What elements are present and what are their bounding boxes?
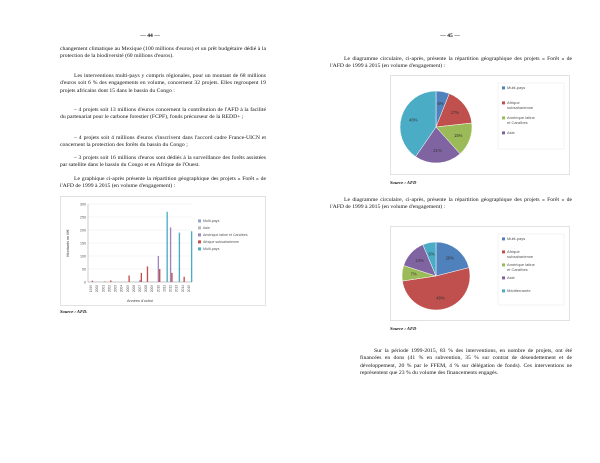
legend-entry: Amérique latine et Caraïbes — [507, 115, 535, 125]
right-page — [300, 0, 600, 463]
source-left: Source : AFD. — [60, 309, 88, 314]
bar — [159, 269, 160, 282]
caption-1: Le diagramme circulaire, ci-après, présente la répartition géographique des projets « Forêt » de l'AFD de 1999 à 2015 (en volume d'engagement) : — [330, 56, 572, 70]
x-tick-label: 2001 — [101, 285, 106, 293]
legend-swatch — [502, 131, 505, 134]
pie-slice-label: 49% — [436, 295, 445, 301]
legend-entry: Amérique latine et Caraïbes — [507, 262, 535, 272]
bar-chart — [60, 196, 266, 306]
paragraph-2: Les interventions multi-pays y compris régionales, pour un montant de 68 millions d'euros soit 6 % des engagements en volume, concernent 32 projets. Elles regroupent 19 projets africains dont 15 dans le bassin du Congo : — [60, 73, 266, 94]
x-tick-label: 1999 — [89, 285, 94, 293]
x-tick-label: 2015 — [186, 285, 191, 293]
pie-slice-label: 40% — [409, 117, 418, 123]
source-right-1: Source : AFD — [390, 180, 417, 185]
x-tick-label: 2009 — [150, 285, 155, 293]
legend-entry: Multi-pays — [507, 85, 526, 90]
legend-entry: Multi-pays — [203, 247, 220, 251]
paragraph-1: changement climatique au Mexique (100 millions d'euros) et un prêt budgétaire dédié à la protection de la biodiversité (60 millions d'euros). — [60, 46, 266, 60]
legend-swatch — [502, 116, 505, 119]
legend-entry: Multi-pays — [203, 219, 220, 223]
x-axis-label: Années d'octroi — [126, 299, 154, 303]
x-tick-label: 2005 — [125, 285, 130, 293]
bar — [183, 277, 184, 282]
bar — [92, 281, 93, 282]
pie-slice-label: 17% — [450, 110, 460, 116]
x-tick-label: 2006 — [131, 285, 136, 293]
x-tick-label: 2000 — [95, 285, 100, 293]
legend-swatch — [502, 263, 505, 266]
x-tick-label: 2014 — [180, 285, 185, 293]
page-number-right: — 45 — — [440, 33, 460, 39]
legend-entry: Asie — [203, 226, 210, 230]
legend-entry: Asie — [507, 130, 515, 135]
y-tick-label: 300 — [80, 202, 86, 207]
source-right-2: Source : AFD — [390, 326, 417, 331]
legend-swatch — [198, 219, 201, 222]
legend-entry: Asie — [507, 275, 515, 280]
page-number-left: — 44 — — [140, 33, 160, 39]
pie-slice-label: 6% — [437, 101, 444, 107]
x-tick-label: 2013 — [174, 285, 179, 293]
legend-swatch — [502, 250, 505, 253]
y-tick-label: 0 — [84, 280, 86, 285]
paragraph-6: Le graphique ci-après présente la répartition géographique des projets « Forêt » de l'AFD de 1999 à 2015 (en volume d'engagement) : — [60, 176, 266, 190]
legend-entry: Afrique subsaharienne — [203, 240, 239, 244]
y-tick-label: 200 — [80, 228, 86, 233]
legend-swatch — [502, 86, 505, 89]
legend-swatch — [198, 247, 201, 250]
pie-chart-1 — [390, 75, 570, 175]
paragraph-3: – 4 projets soit 13 millions d'euros concernent la contribution de l'AFD à la facilité du partenariat pour le carbone forestier (FCPF), fonds précurseur de la REDD+ ; — [60, 107, 266, 121]
legend-entry: Méditerranée — [507, 288, 531, 293]
legend-entry: Amérique latine et Caraïbes — [203, 233, 248, 237]
bar — [166, 212, 167, 282]
x-tick-label: 2002 — [107, 285, 112, 293]
pie-slice-label: 20% — [445, 255, 454, 261]
x-tick-label: 2008 — [144, 285, 149, 293]
legend-swatch — [502, 276, 505, 279]
pie-slice-label: 6% — [428, 251, 435, 257]
legend-swatch — [198, 240, 201, 243]
legend-swatch — [502, 289, 505, 292]
legend-entry: Afrique subsaharienne — [507, 249, 534, 259]
bar — [128, 276, 129, 283]
bar — [179, 233, 180, 282]
bar — [139, 280, 140, 282]
legend-entry: Multi-pays — [507, 236, 526, 241]
bar — [158, 256, 159, 282]
y-axis-label: Montants en M€ — [66, 229, 70, 257]
x-tick-label: 2004 — [119, 285, 124, 293]
x-tick-label: 2003 — [113, 285, 118, 293]
bar — [110, 280, 111, 282]
x-tick-label: 2011 — [162, 285, 167, 292]
bar — [191, 231, 192, 282]
x-tick-label: 2007 — [138, 285, 142, 293]
closing-paragraph: Sur la période 1999-2015, 83 % des interventions, en nombre de projets, ont été financées en dons (41 % en subvention, 35 % sur contrat de désendettement et de développement, 20 % par le FFEM, 4 % sur délégation de fonds). Ces interventions ne représentent que 23 % du volume des financements engagés. — [360, 348, 572, 377]
x-tick-label: 2012 — [168, 285, 173, 293]
legend-swatch — [198, 233, 201, 236]
legend-swatch — [502, 237, 505, 240]
pie-slice-label: 15% — [454, 132, 463, 138]
paragraph-5: – 3 projets soit 16 millions d'euros sont dédiés à la surveillance des forêts assistées par satellite dans le bassin du Congo et en Afrique de l'Ouest. — [60, 155, 266, 169]
pie-chart-2 — [390, 226, 570, 321]
bar — [170, 227, 171, 282]
y-tick-label: 150 — [80, 241, 86, 246]
pie-slice-label: 21% — [433, 148, 442, 154]
bar — [171, 273, 172, 282]
legend-swatch — [502, 101, 505, 104]
pie-slice-label: 13% — [415, 258, 424, 264]
bar — [147, 266, 148, 282]
x-tick-label: 2010 — [156, 285, 161, 293]
legend-entry: Afrique subsaharienne — [507, 100, 534, 110]
legend-swatch — [198, 226, 201, 229]
y-tick-label: 250 — [80, 215, 86, 220]
bar — [141, 273, 142, 282]
paragraph-4: – 4 projets soit 4 millions d'euros s'inscrivent dans l'accord cadre France-UICN et concernent la protection des forêts du bassin du Congo ; — [60, 135, 266, 149]
caption-2: Le diagramme circulaire, ci-après, présente la répartition géographique des projets « Forêt » de l'AFD de 1999 à 2015 (en volume d'engagement) : — [330, 197, 572, 211]
pie-slice-label: 7% — [410, 271, 417, 277]
y-tick-label: 100 — [80, 254, 86, 259]
bar — [104, 281, 105, 282]
y-tick-label: 50 — [82, 267, 86, 272]
